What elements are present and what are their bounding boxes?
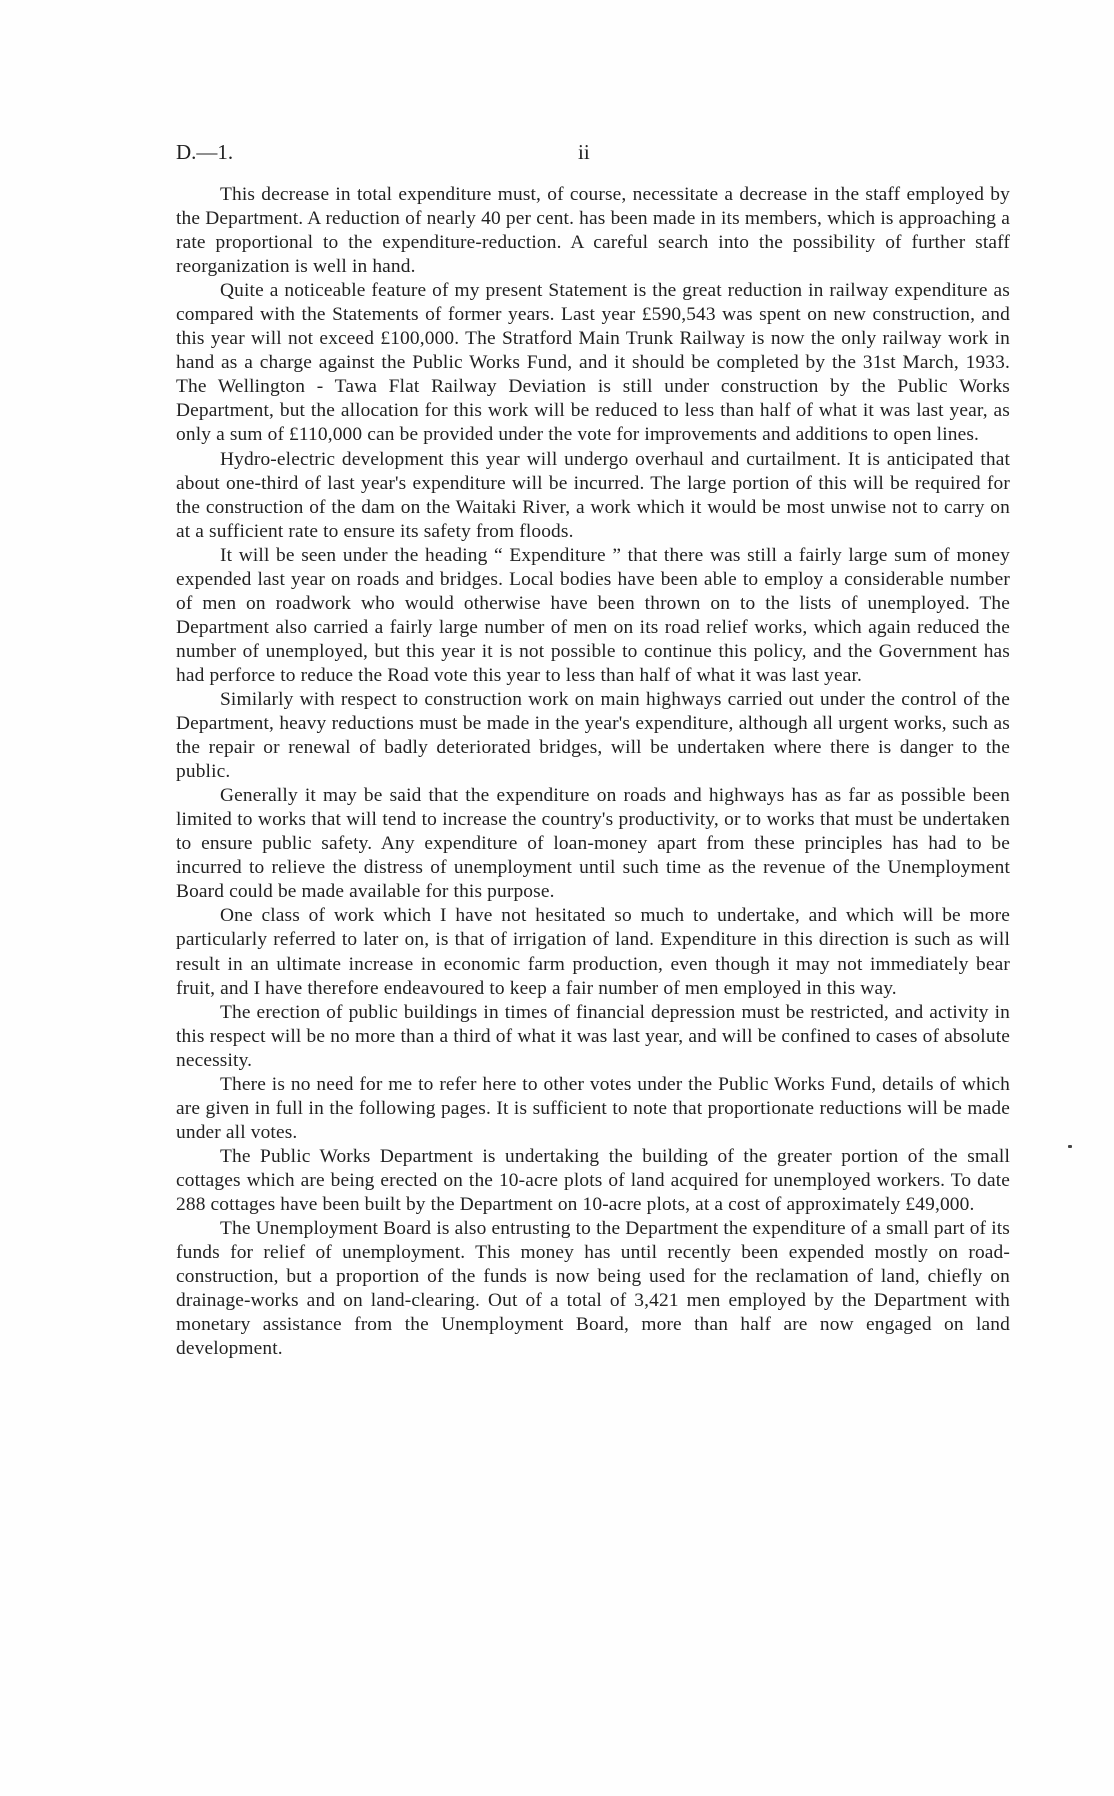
body-text xyxy=(176,183,1010,1361)
document-reference: D.—1. xyxy=(176,140,234,164)
paragraph-unemployment-board: The Unemployment Board is also entrusting to the Department the expenditure of a small part of its funds for relief of unemployment. This money has until recently been expended mostly on road-construction, but a proportion of the funds is now being used for the reclamation of land, chiefly on drainage-works and on land-clearing. Out of a total of 3,421 men employed by the Department with monetary assistance from the Unemployment Board, more than half are now engaged on land development. xyxy=(176,1218,1010,1360)
paragraph-hydro-electric: Hydro-electric development this year will undergo overhaul and curtailment. It is anticipated that about one-third of last year's expenditure will be incurred. The large portion of this will be required for the construction of the dam on the Waitaki River, a work which it would be most unwise not to carry on at a sufficient rate to ensure its safety from floods. xyxy=(176,448,1010,542)
paragraph-irrigation: One class of work which I have not hesitated so much to undertake, and which will be more particularly referred to later on, is that of irrigation of land. Expenditure in this direction is such as will result in an ultimate increase in economic farm production, even though it may not immediately bear fruit, and I have therefore endeavoured to keep a fair number of men employed in this way. xyxy=(176,905,1010,999)
paragraph-cottages: The Public Works Department is undertaking the building of the greater portion of the small cottages which are being erected on the 10-acre plots of land acquired for unemployed workers. To date 288 cottages have been built by the Department on 10-acre plots, at a cost of approximately £49,000. xyxy=(176,1145,1010,1215)
page-number: ii xyxy=(578,140,590,164)
paragraph-other-votes: There is no need for me to refer here to other votes under the Public Works Fund, details of which are given in full in the following pages. It is sufficient to note that proportionate reductions will be made under all votes. xyxy=(176,1073,1010,1143)
paragraph-main-highways: Similarly with respect to construction work on main highways carried out under the control of the Department, heavy reductions must be made in the year's expenditure, although all urgent works, such as the repair or renewal of badly deteriorated bridges, will be undertaken where there is danger to the public. xyxy=(176,688,1010,783)
paragraph-staff-reduction: This decrease in total expenditure must, of course, necessitate a decrease in the staff employed by the Department. A reduction of nearly 40 per cent. has been made in its members, which is approaching a rate proportional to the expenditure-reduction. A careful search into the possibility of further staff reorganization is well in hand. xyxy=(176,184,1010,278)
paragraph-roads-and-bridges: It will be seen under the heading “ Expenditure ” that there was still a fairly large sum of money expended last year on roads and bridges. Local bodies have been able to employ a considerable number of men on roadwork who would otherwise have been thrown on to the lists of unemployed. The Department also carried a fairly large number of men on its road relief works, which again reduced the number of unemployed, but this year it is not possible to continue this policy, and the Government has had perforce to reduce the Road vote this year to less than half of what it was last year. xyxy=(176,544,1010,686)
paragraph-productivity: Generally it may be said that the expenditure on roads and highways has as far as possible been limited to works that will tend to increase the country's productivity, or to works that must be undertaken to ensure public safety. Any expenditure of loan-money apart from these principles has had to be incurred to relieve the distress of unemployment until such time as the revenue of the Unemployment Board could be made available for this purpose. xyxy=(176,785,1010,903)
margin-speck xyxy=(1068,1145,1072,1148)
paragraph-public-buildings: The erection of public buildings in times of financial depression must be restricted, and activity in this respect will be no more than a third of what it was last year, and will be confined to cases of absolute necessity. xyxy=(176,1001,1010,1071)
page-header xyxy=(176,140,1010,166)
paragraph-railway-expenditure: Quite a noticeable feature of my present Statement is the great reduction in railway expenditure as compared with the Statements of former years. Last year £590,543 was spent on new construction, and this year will not exceed £100,000. The Stratford Main Trunk Railway is now the only railway work in hand as a charge against the Public Works Fund, and it should be completed by the 31st March, 1933. The Wellington - Tawa Flat Railway Deviation is still under construction by the Public Works Department, but the allocation for this work will be reduced to less than half of what it was last year, as only a sum of £110,000 can be provided under the vote for improvements and additions to open lines. xyxy=(176,280,1010,446)
